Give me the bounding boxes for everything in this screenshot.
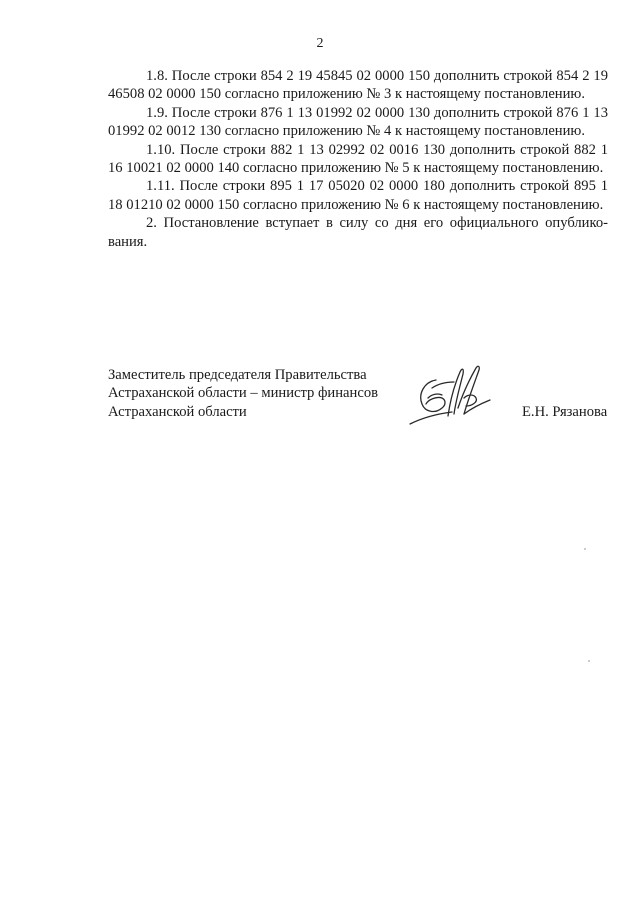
paragraph-1-10: 1.10. После строки 882 1 13 02992 02 0016 130 дополнить строкой 882 1 16 10021 02 0000 140 согласно приложению № 5 к настоящему постановлению.	[108, 141, 608, 177]
signatory-title-line-1: Заместитель председателя Правительства	[108, 367, 367, 383]
paragraph-1-11: 1.11. После строки 895 1 17 05020 02 0000 180 дополнить строкой 895 1 18 01210 02 0000 150 согласно приложению № 6 к настоящему постановлению.	[108, 178, 608, 213]
handwritten-signature	[402, 358, 498, 434]
scan-speck	[588, 660, 590, 662]
paragraph-1-8: 1.8. После строки 854 2 19 45845 02 0000 150 дополнить строкой 854 2 19 46508 02 0000 150 согласно приложению № 3 к настоящему постановлению.	[108, 68, 608, 103]
paragraph-2: 2. Постановление вступает в силу со дня его официального опубликования.	[108, 215, 608, 250]
signatory-title	[108, 366, 398, 421]
document-body	[108, 67, 608, 251]
signatory-name: Е.Н. Рязанова	[522, 404, 608, 420]
signatory-title-line-2: Астраханской области – министр финансов	[108, 385, 379, 402]
signatory-title-line-3: Астраханской области	[108, 403, 247, 420]
paragraph-1-9: 1.9. После строки 876 1 13 01992 02 0000 130 дополнить строкой 876 1 13 01992 02 0012 130 согласно приложению № 4 к настоящему постановлению.	[108, 104, 608, 140]
page-number: 2	[316, 36, 324, 51]
scan-speck	[584, 548, 586, 550]
